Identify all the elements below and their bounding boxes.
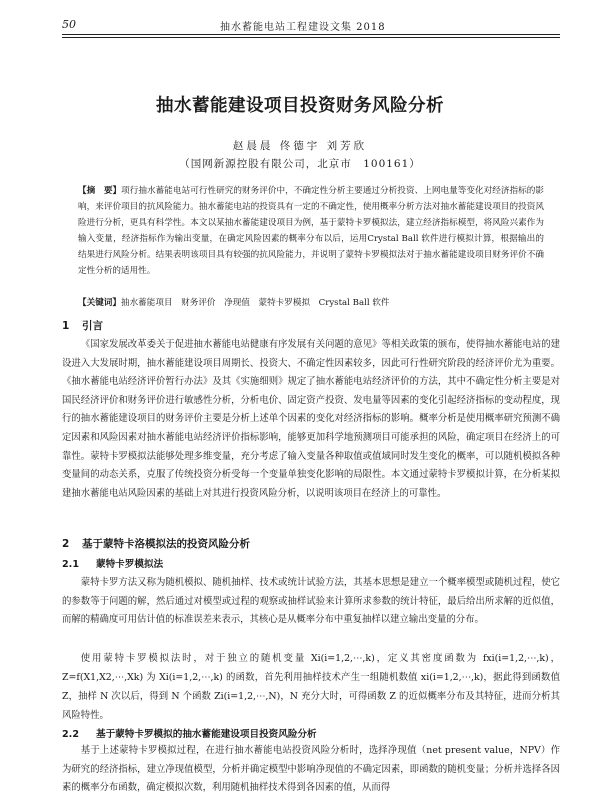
page-number: 50 bbox=[62, 18, 76, 31]
running-head bbox=[62, 16, 560, 34]
body-paragraph: 蒙特卡罗方法又称为随机模拟、随机抽样、技术或统计试验方法，其基本思想是建立一个概率模型或随机过程，使它的参数等于问题的解，然后通过对模型或过程的观察或抽样试验来计算所求参数的统计特征，最后给出所求解的近似值，而解的精确度可用估计值的标准误差来表示，其核心是从概率分布中重复抽样以建立输出变量的分布。 bbox=[62, 577, 560, 626]
header-rule-thick bbox=[62, 34, 560, 35]
paper-title: 抽水蓄能建设项目投资财务风险分析 bbox=[156, 96, 444, 116]
keywords-text: 抽水蓄能项目 财务评价 净现值 蒙特卡罗模拟 Crystal Ball 软件 bbox=[120, 298, 390, 308]
keywords-label: 【关键词】 bbox=[78, 298, 121, 308]
keywords bbox=[78, 296, 544, 308]
section-number: 2 bbox=[62, 538, 70, 550]
subsection-number: 2.2 bbox=[62, 729, 79, 740]
affiliation: （国网新源控股有限公司，北京市 100161） bbox=[179, 158, 421, 170]
subsection-title: 蒙特卡罗模拟法 bbox=[96, 559, 164, 570]
body-paragraph: 《国家发展改革委关于促进抽水蓄能电站健康有序发展有关问题的意见》等相关政策的颁布，使得抽水蓄能电站的建设进入大发展时期，抽水蓄能建设项目周期长、投资大、不确定性因素较多，因此可行性研究阶段的经济评价尤为重要。《抽水蓄能电站经济评价暂行办法》及其《实施细则》规定了抽水蓄能电站经济评价的方法，其中不确定性分析主要是对国民经济评价和财务评价进行敏感性分析，分析电价、固定资产投资、发电量等因素的变化引起经济指标的变动程度，现行的抽水蓄能建设项目的财务评价主要是分析上述单个因素的变化对经济指标的影响。概率分析是使用概率研究预测不确定因素和风险因素对抽水蓄能电站经济评价指标影响，能够更加科学地预测项目可能承担的风险，确定项目在经济上的可靠性。蒙特卡罗模拟法能够处理多维变量，充分考虑了输入变量各种取值或值域同时发生变化的概率，可以随机模拟各种变量间的动态关系，克服了传统投资分析受每一个变量单独变化影响的局限性。本文通过蒙特卡罗模拟计算，在分析某拟建抽水蓄能电站风险因素的基础上对其进行投资风险分析，以说明该项目在经济上的可靠性。 bbox=[62, 339, 560, 499]
body-paragraph: 基于上述蒙特卡罗模拟过程，在进行抽水蓄能电站投资风险分析时，选择净现值（net present value，NPV）作为研究的经济指标，建立净现值模型，分析并确定模型中影响净现值的不确定因素，即函数的随机变量；分析并选择各因素的概率分布函数，确定模拟次数，利用随机抽样技术得到各因素的值，从而得 bbox=[62, 745, 560, 794]
header-rule-thin bbox=[62, 37, 560, 38]
subsection-heading bbox=[62, 726, 317, 740]
abstract-label: 【摘 要】 bbox=[78, 186, 122, 196]
section-title: 引言 bbox=[82, 320, 103, 332]
abstract-text: 项行抽水蓄能电站可行性研究的财务评价中，不确定性分析主要通过分析投资、上网电量等变化对经济指标的影响，来评价项目的抗风险能力。抽水蓄能电站的投资具有一定的不确定性，使用概率分析方法对抽水蓄能建设项目的投资风险进行分析，更具有科学性。本文以某抽水蓄能建设项目为例，基于蒙特卡罗模拟法，建立经济指标模型，将风险兴素作为输入变量，经济指标作为输出变量，在确定风险因素的概率分布以后，运用Crystal Ball 软件进行模拟计算，根据输出的结果进行风险分析。结果表明该项目具有较强的抗风险能力，并说明了蒙特卡罗模拟法对于抽水蓄能建设项目财务评价不确定性分析的适用性。 bbox=[78, 186, 544, 276]
subsection-title: 基于蒙特卡罗模拟的抽水蓄能建设项目投资风险分析 bbox=[96, 729, 317, 740]
journal-title: 抽水蓄能电站工程建设文集 2018 bbox=[220, 22, 386, 33]
section-number: 1 bbox=[62, 320, 70, 332]
section-title: 基于蒙特卡洛模拟法的投资风险分析 bbox=[82, 538, 250, 550]
subsection-heading bbox=[62, 556, 163, 570]
section-heading bbox=[62, 318, 103, 333]
subsection-number: 2.1 bbox=[62, 559, 79, 570]
body-paragraph: 使用蒙特卡罗模拟法时，对于独立的随机变量 Xi(i=1,2,⋯,k)，定义其密度函数为 fxi(i=1,2,⋯,k)，Z=f(X1,X2,⋯,Xk) 为 Xi(i=1,2,⋯,k) 的函数，首先利用抽样技术产生一组随机数值 xi(i=1,2,⋯,k)，据此得到函数值 Z，抽样 N 次以后，得到 N 个函数 Zi(i=1,2,⋯,N)，N 充分大时，可得函数 Z 的近似概率分布及其特征，进而分析其风险特性。 bbox=[62, 653, 560, 721]
abstract bbox=[78, 184, 544, 279]
section-heading bbox=[62, 536, 250, 551]
authors: 赵晨晨 佟德宇 刘芳欣 bbox=[232, 140, 368, 152]
